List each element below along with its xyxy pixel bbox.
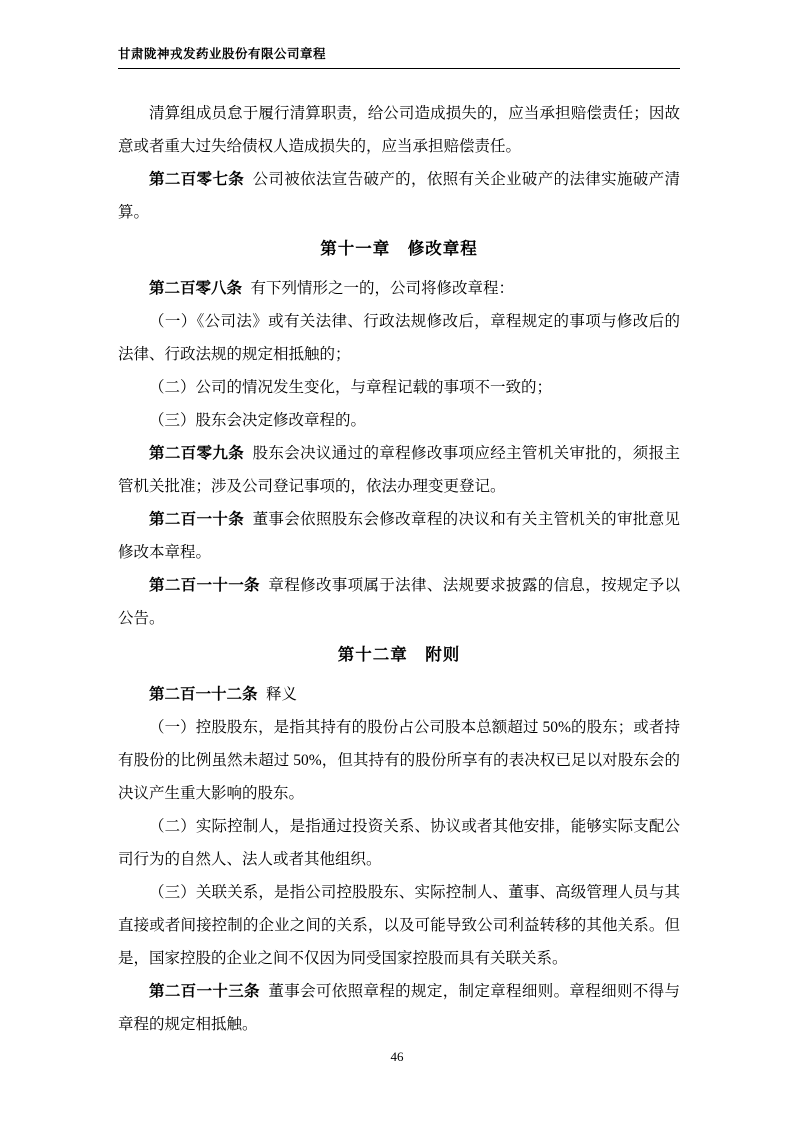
article-paragraph: 第二百一十三条 董事会可依照章程的规定，制定章程细则。章程细则不得与章程的规定相抵触。 xyxy=(118,983,680,1033)
header-title: 甘肃陇神戎发药业股份有限公司章程 xyxy=(118,47,327,61)
article-number: 第二百零七条 xyxy=(149,171,245,188)
article-number: 第二百零九条 xyxy=(149,445,245,462)
paragraph: （二）实际控制人，是指通过投资关系、协议或者其他安排，能够实际支配公司行为的自然人、法人或者其他组织。 xyxy=(118,818,680,868)
article-paragraph: 第二百一十一条 章程修改事项属于法律、法规要求披露的信息，按规定予以公告。 xyxy=(118,577,680,627)
page-header xyxy=(118,47,680,69)
paragraph: （三）股东会决定修改章程的。 xyxy=(149,412,367,429)
paragraph: （二）公司的情况发生变化，与章程记载的事项不一致的； xyxy=(149,379,553,396)
page-footer xyxy=(0,1049,794,1064)
article-number: 第二百一十一条 xyxy=(149,577,260,594)
page-number: 46 xyxy=(390,1049,404,1064)
article-paragraph: 第二百零七条 公司被依法宣告破产的，依照有关企业破产的法律实施破产清算。 xyxy=(118,171,680,221)
article-paragraph: 第二百一十二条 释义 xyxy=(149,686,298,703)
paragraph: （一）《公司法》或有关法律、行政法规修改后，章程规定的事项与修改后的法律、行政法规的规定相抵触的； xyxy=(118,313,680,363)
article-number: 第二百一十三条 xyxy=(149,983,260,1000)
paragraph: （一）控股股东，是指其持有的股份占公司股本总额超过 50%的股东；或者持有股份的比例虽然未超过 50%，但其持有的股份所享有的表决权已足以对股东会的决议产生重大影响的股东。 xyxy=(118,719,680,802)
article-paragraph: 第二百零九条 股东会决议通过的章程修改事项应经主管机关审批的，须报主管机关批准；涉及公司登记事项的，依法办理变更登记。 xyxy=(118,445,680,495)
document-body xyxy=(118,97,680,1041)
article-paragraph: 第二百零八条 有下列情形之一的，公司将修改章程： xyxy=(149,280,515,297)
article-number: 第二百一十条 xyxy=(149,511,245,528)
article-number: 第二百零八条 xyxy=(149,280,243,297)
paragraph: 清算组成员怠于履行清算职责，给公司造成损失的，应当承担赔偿责任；因故意或者重大过失给债权人造成损失的，应当承担赔偿责任。 xyxy=(118,105,680,155)
chapter-heading: 第十一章 修改章程 xyxy=(320,239,478,258)
article-number: 第二百一十二条 xyxy=(149,686,258,703)
paragraph: （三）关联关系，是指公司控股股东、实际控制人、董事、高级管理人员与其直接或者间接控制的企业之间的关系，以及可能导致公司利益转移的其他关系。但是，国家控股的企业之间不仅因为同受国家控股而具有关联关系。 xyxy=(118,884,680,967)
article-paragraph: 第二百一十条 董事会依照股东会修改章程的决议和有关主管机关的审批意见修改本章程。 xyxy=(118,511,680,561)
chapter-heading: 第十二章 附则 xyxy=(337,645,461,664)
